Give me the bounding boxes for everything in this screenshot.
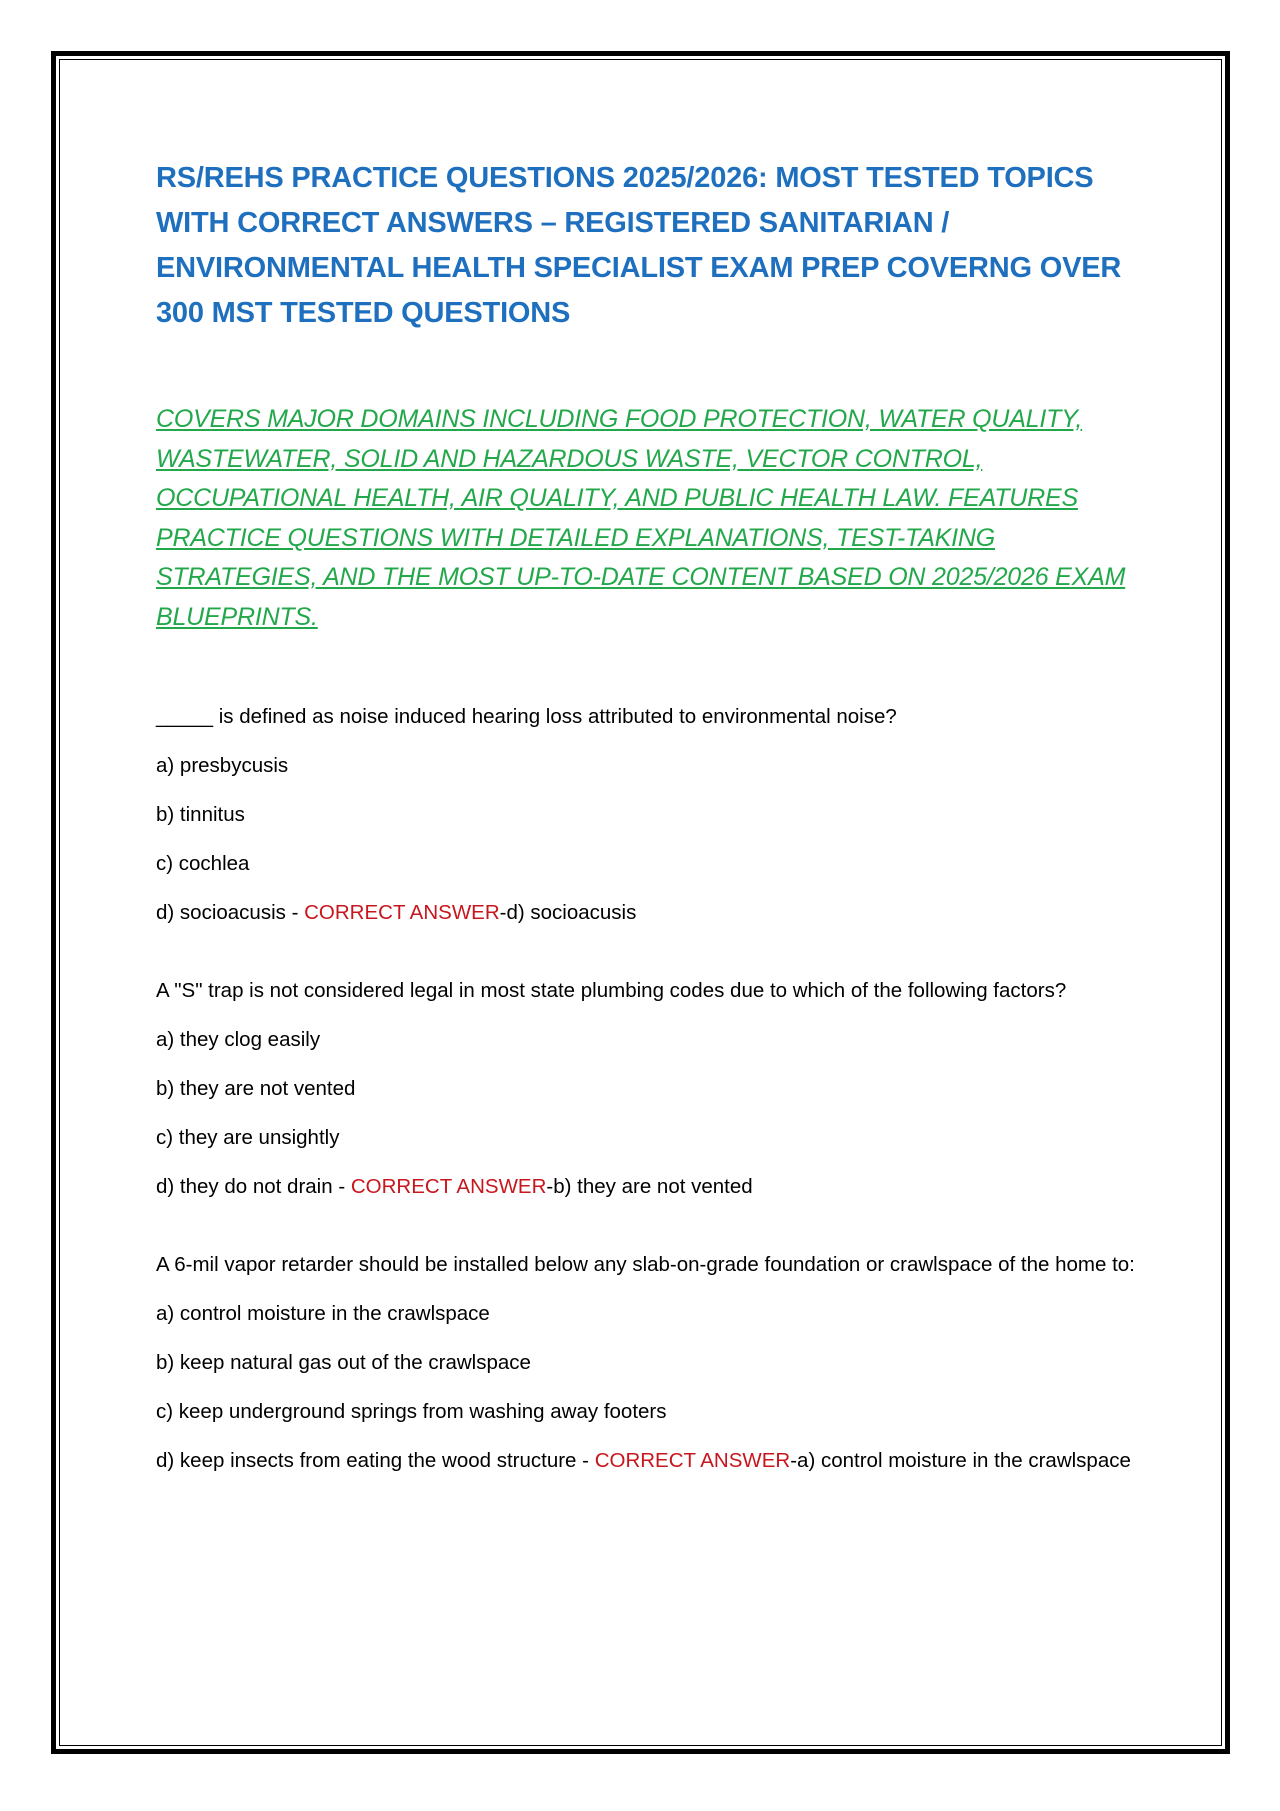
question-3 [156,1249,1136,1476]
correct-answer-marker: CORRECT ANSWER [350,1175,547,1198]
answer-option-b: b) tinnitus [156,803,245,826]
correct-answer-marker: CORRECT ANSWER [304,901,500,924]
question-list [156,701,1136,1476]
answer-option-d [156,897,1136,928]
answer-option-d [156,1445,1136,1476]
answer-option-c: c) they are unsightly [156,1126,340,1149]
question-text: A "S" trap is not considered legal in most state plumbing codes due to which of the following factors? [156,979,1067,1002]
correct-answer-text: -a) control moisture in the crawlspace [790,1449,1131,1472]
answer-option-d-text: d) they do not drain - [156,1175,351,1198]
document-content [156,156,1136,1523]
answer-option-a: a) presbycusis [156,754,289,777]
correct-answer-marker: CORRECT ANSWER [594,1449,791,1472]
correct-answer-text: -d) socioacusis [499,901,637,924]
answer-option-a: a) they clog easily [156,1028,321,1051]
question-text: _____ is defined as noise induced hearing loss attributed to environmental noise? [156,705,897,728]
question-text: A 6-mil vapor retarder should be installed below any slab-on-grade foundation or crawlspace of the home to: [156,1253,1135,1276]
answer-option-b: b) they are not vented [156,1077,356,1100]
document-title: RS/REHS PRACTICE QUESTIONS 2025/2026: MOST TESTED TOPICS WITH CORRECT ANSWERS – REGISTERED SANITARIAN / ENVIRONMENTAL HEALTH SPECIALIST EXAM PREP COVERNG OVER 300 MST TESTED QUESTIONS [156,162,1122,329]
answer-option-d-text: d) socioacusis - [156,901,305,924]
question-1 [156,701,1136,928]
correct-answer-text: -b) they are not vented [546,1175,753,1198]
answer-option-c: c) cochlea [156,852,250,875]
answer-option-a: a) control moisture in the crawlspace [156,1302,490,1325]
answer-option-d-text: d) keep insects from eating the wood structure - [156,1449,595,1472]
answer-option-d [156,1171,1136,1202]
document-subtitle: COVERS MAJOR DOMAINS INCLUDING FOOD PROTECTION, WATER QUALITY, WASTEWATER, SOLID AND HAZARDOUS WASTE, VECTOR CONTROL, OCCUPATIONAL HEALTH, AIR QUALITY, AND PUBLIC HEALTH LAW. FEATURES PRACTICE QUESTIONS WITH DETAILED EXPLANATIONS, TEST-TAKING STRATEGIES, AND THE MOST UP-TO-DATE CONTENT BASED ON 2025/2026 EXAM BLUEPRINTS. [156,405,1126,631]
answer-option-b: b) keep natural gas out of the crawlspace [156,1351,531,1374]
question-2 [156,975,1136,1202]
answer-option-c: c) keep underground springs from washing away footers [156,1400,667,1423]
